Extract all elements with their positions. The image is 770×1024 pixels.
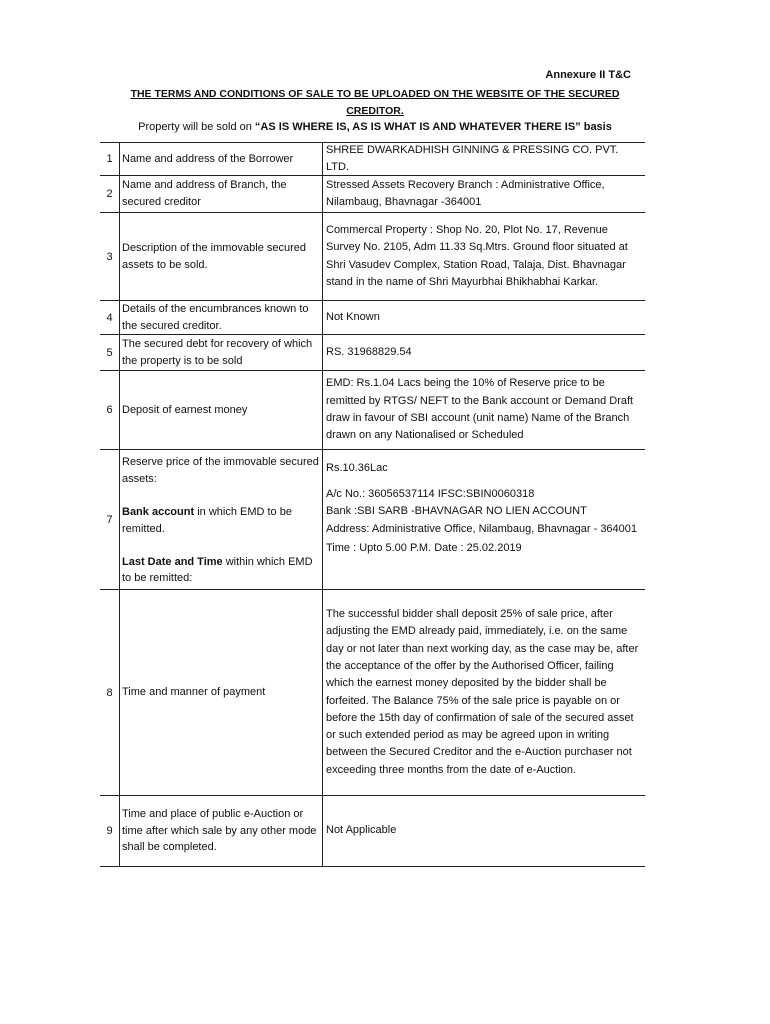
table-row: [100, 176, 645, 213]
row-number: 6: [106, 404, 113, 416]
row-number: 9: [106, 825, 113, 837]
row-value: Stressed Assets Recovery Branch : Administrative Office, Nilambaug, Bhavnagar -364001: [322, 176, 645, 212]
sale-basis-line: [120, 121, 630, 133]
row-description: Time and place of public e-Auction or time after which sale by any other mode shall be completed.: [119, 796, 322, 866]
row-number: 3: [106, 250, 113, 263]
table-row: [100, 590, 645, 796]
reserve-price-value: Rs.10.36Lac: [326, 462, 388, 474]
table-row: [100, 796, 645, 867]
row-value: Commercal Property : Shop No. 20, Plot No. 17, Revenue Survey No. 2105, Adm 11.33 Sq.Mtrs. Ground floor situated at Shri Vasudev Complex, Station Road, Talaja, Dist. Bhavnagar stand in the name of Shri Mayurbhai Bhikhabhai Karkar.: [322, 213, 645, 300]
row-number: 8: [106, 686, 113, 699]
bank-account-label-rest: in which EMD to be remitted.: [122, 505, 292, 535]
table-row: [100, 301, 645, 335]
row-value: SHREE DWARKADHISH GINNING & PRESSING CO. PVT. LTD.: [322, 143, 645, 175]
reserve-price-label: Reserve price of the immovable secured assets:: [122, 456, 319, 485]
row-value: [322, 450, 645, 589]
row-value: Not Applicable: [322, 796, 645, 866]
bank-account-label: [122, 504, 320, 554]
row-description: Deposit of earnest money: [119, 371, 322, 449]
terms-table: [100, 142, 645, 867]
row-value: Not Known: [322, 301, 645, 334]
row-value: EMD: Rs.1.04 Lacs being the 10% of Reserve price to be remitted by RTGS/ NEFT to the Bank account or Demand Draft draw in favour of SBI account (unit name) Name of the Branch drawn on any Nationalised or Scheduled: [322, 371, 645, 449]
title-line-2: CREDITOR.: [346, 105, 404, 117]
table-row: [100, 450, 645, 590]
row-number: 1: [106, 153, 113, 165]
annexure-label: Annexure II T&C: [545, 69, 631, 81]
row-description: Details of the encumbrances known to the secured creditor.: [119, 301, 322, 334]
basis-prefix: Property will be sold on: [138, 121, 255, 133]
row-number: 7: [106, 513, 113, 526]
row-description: The secured debt for recovery of which the property is to be sold: [119, 335, 322, 370]
row-description: Name and address of Branch, the secured creditor: [119, 176, 322, 212]
row-description: Description of the immovable secured assets to be sold.: [119, 213, 322, 300]
bank-address: Address: Administrative Office, Nilambaug, Bhavnagar - 364001: [326, 522, 638, 535]
row-value: RS. 31968829.54: [322, 335, 645, 370]
document-title: [120, 86, 630, 120]
bank-name: Bank :SBI SARB -BHAVNAGAR NO LIEN ACCOUNT: [326, 505, 587, 518]
row-value: The successful bidder shall deposit 25% of sale price, after adjusting the EMD already paid, immediately, i.e. on the same day or not later than next working day, as the case may be, after the acceptance of the offer by the Authorised Officer, failing which the earnest money deposited by the bidder shall be forfeited. The Balance 75% of the sale price is payable on or before the 15th day of confirmation of sale of the secured asset or such extended period as may be agreed upon in writing between the Secured Creditor and the e-Auction purchaser not exceeding three months from the date of e-Auction.: [322, 590, 645, 795]
table-row: [100, 335, 645, 371]
row-number: 2: [106, 188, 113, 200]
row-description: Time and manner of payment: [119, 590, 322, 795]
row-description: Name and address of the Borrower: [119, 143, 322, 175]
title-line-1: THE TERMS AND CONDITIONS OF SALE TO BE UPLOADED ON THE WEBSITE OF THE SECURED: [130, 88, 620, 100]
row-number: 4: [106, 311, 113, 324]
last-date-label-bold: Last Date and Time: [122, 555, 223, 568]
row-description: [119, 450, 322, 589]
table-row: [100, 142, 645, 176]
row-number: 5: [106, 346, 113, 359]
table-row: [100, 213, 645, 301]
last-date-label-rest: within which EMD to be remitted:: [122, 555, 313, 585]
bank-account-label-bold: Bank account: [122, 505, 195, 518]
last-date-label: [122, 554, 320, 587]
account-number: A/c No.: 36056537114 IFSC:SBIN0060318: [326, 488, 535, 500]
table-row: [100, 371, 645, 450]
last-date-value: Time : Upto 5.00 P.M. Date : 25.02.2019: [326, 541, 522, 554]
basis-bold: “AS IS WHERE IS, AS IS WHAT IS AND WHATEVER THERE IS” basis: [254, 121, 612, 133]
